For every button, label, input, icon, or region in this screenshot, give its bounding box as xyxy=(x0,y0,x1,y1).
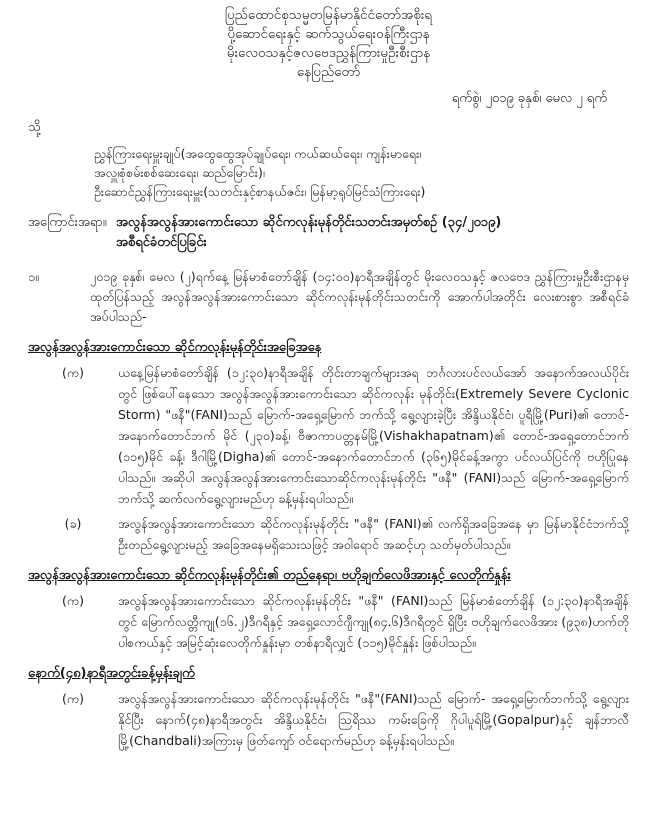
recipient-line: ဦးဆောင်ညွှန်ကြားရေးမှူး(သတင်းနှင့်စာနယ်ဇင်း၊ မြန်မာ့ရုပ်မြင်သံကြားရေး) xyxy=(94,184,426,199)
letterhead-city: နေပြည်တော် xyxy=(296,64,361,80)
list-item xyxy=(28,688,629,751)
item-text: အလွန်အလွန်အားကောင်းသော ဆိုင်ကလုန်းမုန်တိုင်း "ဖနီ"(FANI)သည် မြောက်- အရှေ့မြောက်ဘက်သို့ ရွေ့လျားနိုင်ပြီး နောက်(၄၈)နာရီအတွင်း အိန္ဒိယနိုင်ငံ၊ ဩရိဿ ကမ်းခြေကို ဂိုပါပူရ်မြို့(Gopalpur)နှင့် ချန်ဘာလီမြို့(Chandbali)အကြားမှ ဖြတ်ကျော် ဝင်ရောက်မည်ဟု ခန့်မှန်းရပါသည်။ xyxy=(118,691,629,748)
item-text: အလွန်အလွန်အားကောင်းသော ဆိုင်ကလုန်းမုန်တိုင်း "ဖနီ" (FANI)သည် မြန်မာစံတော်ချိန် (၁၂:၃၀)နာရီအချိန်တွင် မြောက်လတ္တီကျု(၁၆.၂)ဒီဂရီနှင့် အရှေ့လောင်ဂျီကျု(၈၄.၆)ဒီဂရီတွင် ရှိပြီး ဗဟိုချက်လေဖိအား (၉၃၈)ဟက်တိုပါစကယ်နှင့် အမြင့်ဆုံးလေတိုက်နှုန်းမှာ တစ်နာရီလျှင် (၁၁၅)မိုင်နှုန်း ဖြစ်ပါသည်။ xyxy=(118,593,629,650)
item-number: (ခ) xyxy=(64,516,82,531)
list-item xyxy=(28,590,629,653)
letterhead xyxy=(28,0,629,82)
item-number: (က) xyxy=(62,365,84,380)
to-label: သို့ xyxy=(28,120,41,135)
subject-line-1: အလွန်အလွန်အားကောင်းသော ဆိုင်ကလုန်းမုန်တိုင်းသတင်းအမှတ်စဉ် (၃၄/၂၀၁၉) xyxy=(116,215,502,230)
paragraph-number: ၁။ xyxy=(28,269,39,284)
recipients-block xyxy=(28,144,629,201)
subject-line-2: အစီရင်ခံတင်ပြခြင်း xyxy=(116,235,207,250)
item-number: (က) xyxy=(62,593,84,608)
section-heading-cyclone-status: အလွန်အလွန်အားကောင်းသော ဆိုင်ကလုန်းမုန်တိုင်းအခြေအနေ xyxy=(28,340,322,355)
recipient-line: အလှူ၊စုံစမ်းစစ်ဆေးရေး၊ ဆည်မြောင်း)၊ xyxy=(94,165,265,180)
letterhead-department: မိုးလေဝသနှင့်ဇလဗေဒညွှန်ကြားမှုဦးစီးဌာန xyxy=(226,45,431,61)
item-text: အလွန်အလွန်အားကောင်းသော ဆိုင်ကလုန်းမုန်တိုင်း "ဖနီ" (FANI)၏ လက်ရှိအခြေအနေ မှာ မြန်မာနိုင်ငံဘက်သို့ ဦးတည်ရွေ့လျားမည့် အခြေအနေမရှိသေးသဖြင့် အဝါရောင် အဆင့်ဟု သတ်မှတ်ပါသည်။ xyxy=(118,516,629,552)
list-item xyxy=(28,362,629,509)
subject-label: အကြောင်းအရာ။ xyxy=(28,215,107,230)
letterhead-ministry: ပို့ဆောင်ရေးနှင့် ဆက်သွယ်ရေးဝန်ကြီးဌာန xyxy=(227,26,430,42)
list-item xyxy=(28,513,629,555)
section-heading-48h-forecast: နောက်(၄၈)နာရီအတွင်းခန့်မှန်းချက် xyxy=(28,666,195,681)
paragraph-text: ၂၀၁၉ ခုနှစ်၊ မေလ (၂)ရက်နေ့ မြန်မာစံတော်ချိန် (၁၄:၀၀)နာရီအချိန်တွင် မိုးလေဝသနှင့် ဇလဗေဒ ညွှန်ကြားမှုဦးစီးဌာနမှ ထုတ်ပြန်သည့် အလွန်အလွန်အားကောင်းသော ဆိုင်ကလုန်းမုန်တိုင်းသတင်းကို အောက်ပါအတိုင်း လေးစားစွာ အစီရင်ခံအပ်ပါသည်- xyxy=(90,269,629,324)
subject-block xyxy=(28,213,629,253)
paragraph-1 xyxy=(28,267,629,327)
item-text: ယနေ့မြန်မာစံတော်ချိန် (၁၂:၃၀)နာရီအချိန် တိုင်းတာချက်များအရ ဘင်္ဂလားပင်လယ်အော် အနောက်အလယ်ပိုင်းတွင် ဖြစ်ပေါ်နေသော အလွန်အလွန်အားကောင်းသော ဆိုင်ကလုန်း မုန်တိုင်း(Extremely Severe Cyclonic Storm) "ဖနီ"(FANI)သည် မြောက်-အရှေ့မြောက် ဘက်သို့ ရွေ့လျားခဲ့ပြီး အိန္ဒိယနိုင်ငံ၊ ပူရီမြို့(Puri)၏ တောင်-အနောက်တောင်ဘက် မိုင် (၂၃၀)ခန့်၊ ဗီဇာကာပတ္တနမ်မြို့(Vishakhapatnam)၏ တောင်-အရှေ့တောင်ဘက် (၁၁၅)မိုင် ခန့်၊ ဒီဂါမြို့(Digha)၏ တောင်-အနောက်တောင်ဘက် (၃၆၅)မိုင်ခန့်အကွာ ပင်လယ်ပြင်ကို ဗဟိုပြုနေပါသည်။ အဆိုပါ အလွန်အလွန်အားကောင်းသောဆိုင်ကလုန်းမုန်တိုင်း "ဖနီ" (FANI)သည် မြောက်-အရှေ့မြောက်ဘက်သို့ ဆက်လက်ရွေ့လျားမည်ဟု ခန့်မှန်းရပါသည်။ xyxy=(118,365,629,506)
recipient-line: ညွှန်ကြားရေးမှူးချုပ်(အထွေထွေအုပ်ချုပ်ရေး၊ ကယ်ဆယ်ရေး၊ ကျန်းမာရေး၊ xyxy=(94,146,422,161)
section-heading-location-pressure-wind: အလွန်အလွန်အားကောင်းသော ဆိုင်ကလုန်းမုန်တိုင်း၏ တည်နေရာ၊ ဗဟိုချက်လေဖိအားနှင့် လေတိုက်နှုန်း xyxy=(28,568,511,583)
letter-date: ရက်စွဲ၊ ၂၀၁၉ ခုနှစ်၊ မေလ ၂ ရက် xyxy=(451,91,607,106)
letterhead-government: ပြည်ထောင်စုသမ္မတမြန်မာနိုင်ငံတော်အစိုးရ xyxy=(224,7,433,23)
item-number: (က) xyxy=(62,691,84,706)
subject-text xyxy=(116,213,501,253)
